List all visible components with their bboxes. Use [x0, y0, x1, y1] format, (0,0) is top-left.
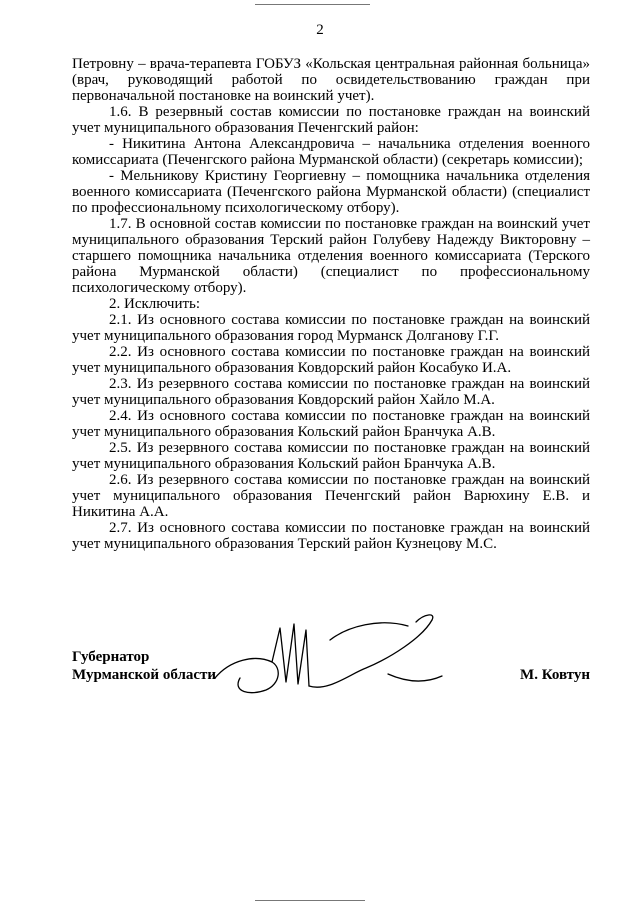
paragraph-1-6-item-melnikova: - Мельникову Кристину Георгиевну – помощника начальника отделения военного комиссариата (Печенгского района Мурманской области) (специалист по профессиональному психологическому отбору).	[72, 168, 590, 216]
paragraph-2-3: 2.3. Из резервного состава комиссии по постановке граждан на воинский учет муниципального образования Ковдорский район Хайло М.А.	[72, 376, 590, 408]
paragraph-1-7: 1.7. В основной состав комиссии по постановке граждан на воинский учет муниципального образования Терский район Голубеву Надежду Викторовну – старшего помощника начальника отделения военного комиссариата (Терского района Мурманской области) (специалист по профессиональному психологическому отбору).	[72, 216, 590, 296]
paragraph-2-7: 2.7. Из основного состава комиссии по постановке граждан на воинский учет муниципального образования Терский район Кузнецову М.С.	[72, 520, 590, 552]
paragraph-2-1: 2.1. Из основного состава комиссии по постановке граждан на воинский учет муниципального образования город Мурманск Долганову Г.Г.	[72, 312, 590, 344]
signatory-name: М. Ковтун	[520, 667, 590, 683]
signature-block	[72, 648, 590, 688]
document-body	[72, 56, 590, 552]
paragraph-1-6: 1.6. В резервный состав комиссии по постановке граждан на воинский учет муниципального образования Печенгский район:	[72, 104, 590, 136]
page-number: 2	[316, 22, 324, 38]
scan-artifact-top	[255, 4, 370, 5]
paragraph-2-5: 2.5. Из резервного состава комиссии по постановке граждан на воинский учет муниципального образования Кольский район Бранчука А.В.	[72, 440, 590, 472]
signatory-title-line1: Губернатор	[72, 649, 150, 665]
paragraph-intro-continuation: Петровну – врача-терапевта ГОБУЗ «Кольская центральная районная больница» (врач, руководящий работой по освидетельствованию граждан при первоначальной постановке на воинский учет).	[72, 56, 590, 104]
paragraph-2-4: 2.4. Из основного состава комиссии по постановке граждан на воинский учет муниципального образования Кольский район Бранчука А.В.	[72, 408, 590, 440]
paragraph-2: 2. Исключить:	[109, 296, 201, 312]
paragraph-2-2: 2.2. Из основного состава комиссии по постановке граждан на воинский учет муниципального образования Ковдорский район Косабуко И.А.	[72, 344, 590, 376]
signatory-title-line2: Мурманской области	[72, 667, 217, 683]
paragraph-2-6: 2.6. Из резервного состава комиссии по постановке граждан на воинский учет муниципального образования Печенгский район Варюхину Е.В. и Никитина А.А.	[72, 472, 590, 520]
signatory-title	[72, 648, 216, 684]
scan-artifact-bottom	[255, 900, 365, 901]
paragraph-1-6-item-nikitin: - Никитина Антона Александровича – начальника отделения военного комиссариата (Печенгского района Мурманской области) (секретарь комиссии);	[72, 136, 590, 168]
